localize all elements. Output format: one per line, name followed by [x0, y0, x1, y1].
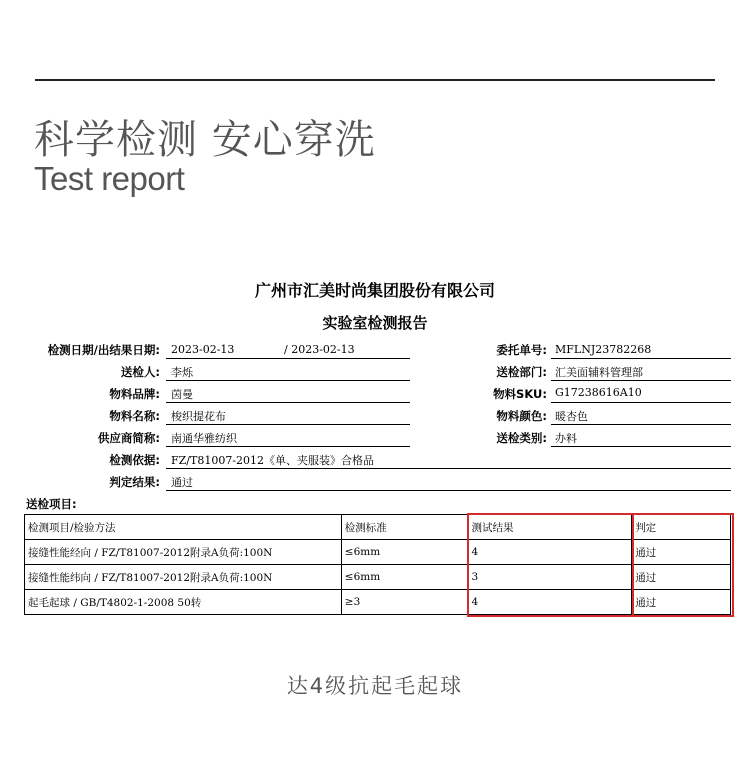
top-divider [35, 79, 715, 81]
underline [551, 358, 731, 359]
underline [166, 402, 410, 403]
field-value-color: 暖杏色 [555, 410, 588, 423]
field-label-order-no: 委托单号: [496, 343, 547, 357]
column-header: 测试结果 [468, 515, 632, 540]
field-label-department: 送检部门: [496, 365, 547, 379]
report-title: 实验室检测报告 [322, 314, 428, 332]
field-value-verdict: 通过 [171, 476, 193, 489]
page-title: 科学检测 安心穿洗 [34, 117, 376, 163]
field-value-sku: G17238616A10 [555, 386, 642, 399]
cell-item: 起毛起球 / GB/T4802-1-2008 50转 [25, 590, 342, 615]
cell-verdict: 通过 [632, 540, 731, 565]
field-label-standard: 检测依据: [109, 453, 160, 467]
caption: 达4级抗起毛起球 [286, 674, 464, 698]
company-name: 广州市汇美时尚集团股份有限公司 [254, 281, 495, 300]
field-value-submitter: 李烁 [171, 366, 193, 379]
field-label-sku: 物料SKU: [493, 387, 547, 401]
field-value-result-date: / 2023-02-13 [284, 343, 355, 356]
cell-verdict: 通过 [632, 590, 731, 615]
field-value-standard: FZ/T81007-2012《单、夹服装》合格品 [171, 454, 375, 467]
field-label-category: 送检类别: [496, 431, 547, 445]
table-row [25, 540, 731, 565]
underline [166, 380, 410, 381]
cell-item: 接缝性能经向 / FZ/T81007-2012附录A负荷:100N [25, 540, 342, 565]
field-value-material-name: 梭织提花布 [171, 410, 226, 423]
field-label-supplier: 供应商简称: [97, 431, 160, 445]
underline [551, 380, 731, 381]
field-value-department: 汇美面辅料管理部 [555, 366, 643, 379]
field-value-category: 办料 [555, 432, 577, 445]
underline [551, 402, 731, 403]
underline [166, 490, 731, 491]
underline [166, 424, 410, 425]
field-value-test-date: 2023-02-13 [171, 343, 235, 356]
field-value-brand: 茵曼 [171, 388, 193, 401]
table-header-row [25, 515, 731, 540]
cell-result: 4 [468, 540, 632, 565]
field-label-verdict: 判定结果: [109, 475, 160, 489]
field-label-material-name: 物料名称: [109, 409, 160, 423]
cell-verdict: 通过 [632, 565, 731, 590]
field-label-brand: 物料品牌: [109, 387, 160, 401]
cell-item: 接缝性能纬向 / FZ/T81007-2012附录A负荷:100N [25, 565, 342, 590]
field-value-supplier: 南通华雅纺织 [171, 432, 237, 445]
cell-standard: ≥3 [341, 590, 468, 615]
cell-standard: ≤6mm [341, 565, 468, 590]
cell-result: 3 [468, 565, 632, 590]
table-row [25, 565, 731, 590]
column-header: 判定 [632, 515, 731, 540]
underline [166, 358, 410, 359]
underline [166, 468, 731, 469]
field-label-color: 物料颜色: [496, 409, 547, 423]
cell-result: 4 [468, 590, 632, 615]
column-header: 检测标准 [341, 515, 468, 540]
field-label-submitter: 送检人: [120, 365, 160, 379]
table-row [25, 590, 731, 615]
underline [551, 446, 731, 447]
results-table [24, 514, 731, 615]
items-label: 送检项目: [26, 497, 77, 511]
field-label-test-date: 检测日期/出结果日期: [47, 343, 160, 357]
page-subtitle: Test report [34, 160, 185, 197]
field-value-order-no: MFLNJ23782268 [555, 343, 652, 356]
underline [166, 446, 410, 447]
underline [551, 424, 731, 425]
cell-standard: ≤6mm [341, 540, 468, 565]
column-header: 检测项目/检验方法 [25, 515, 342, 540]
